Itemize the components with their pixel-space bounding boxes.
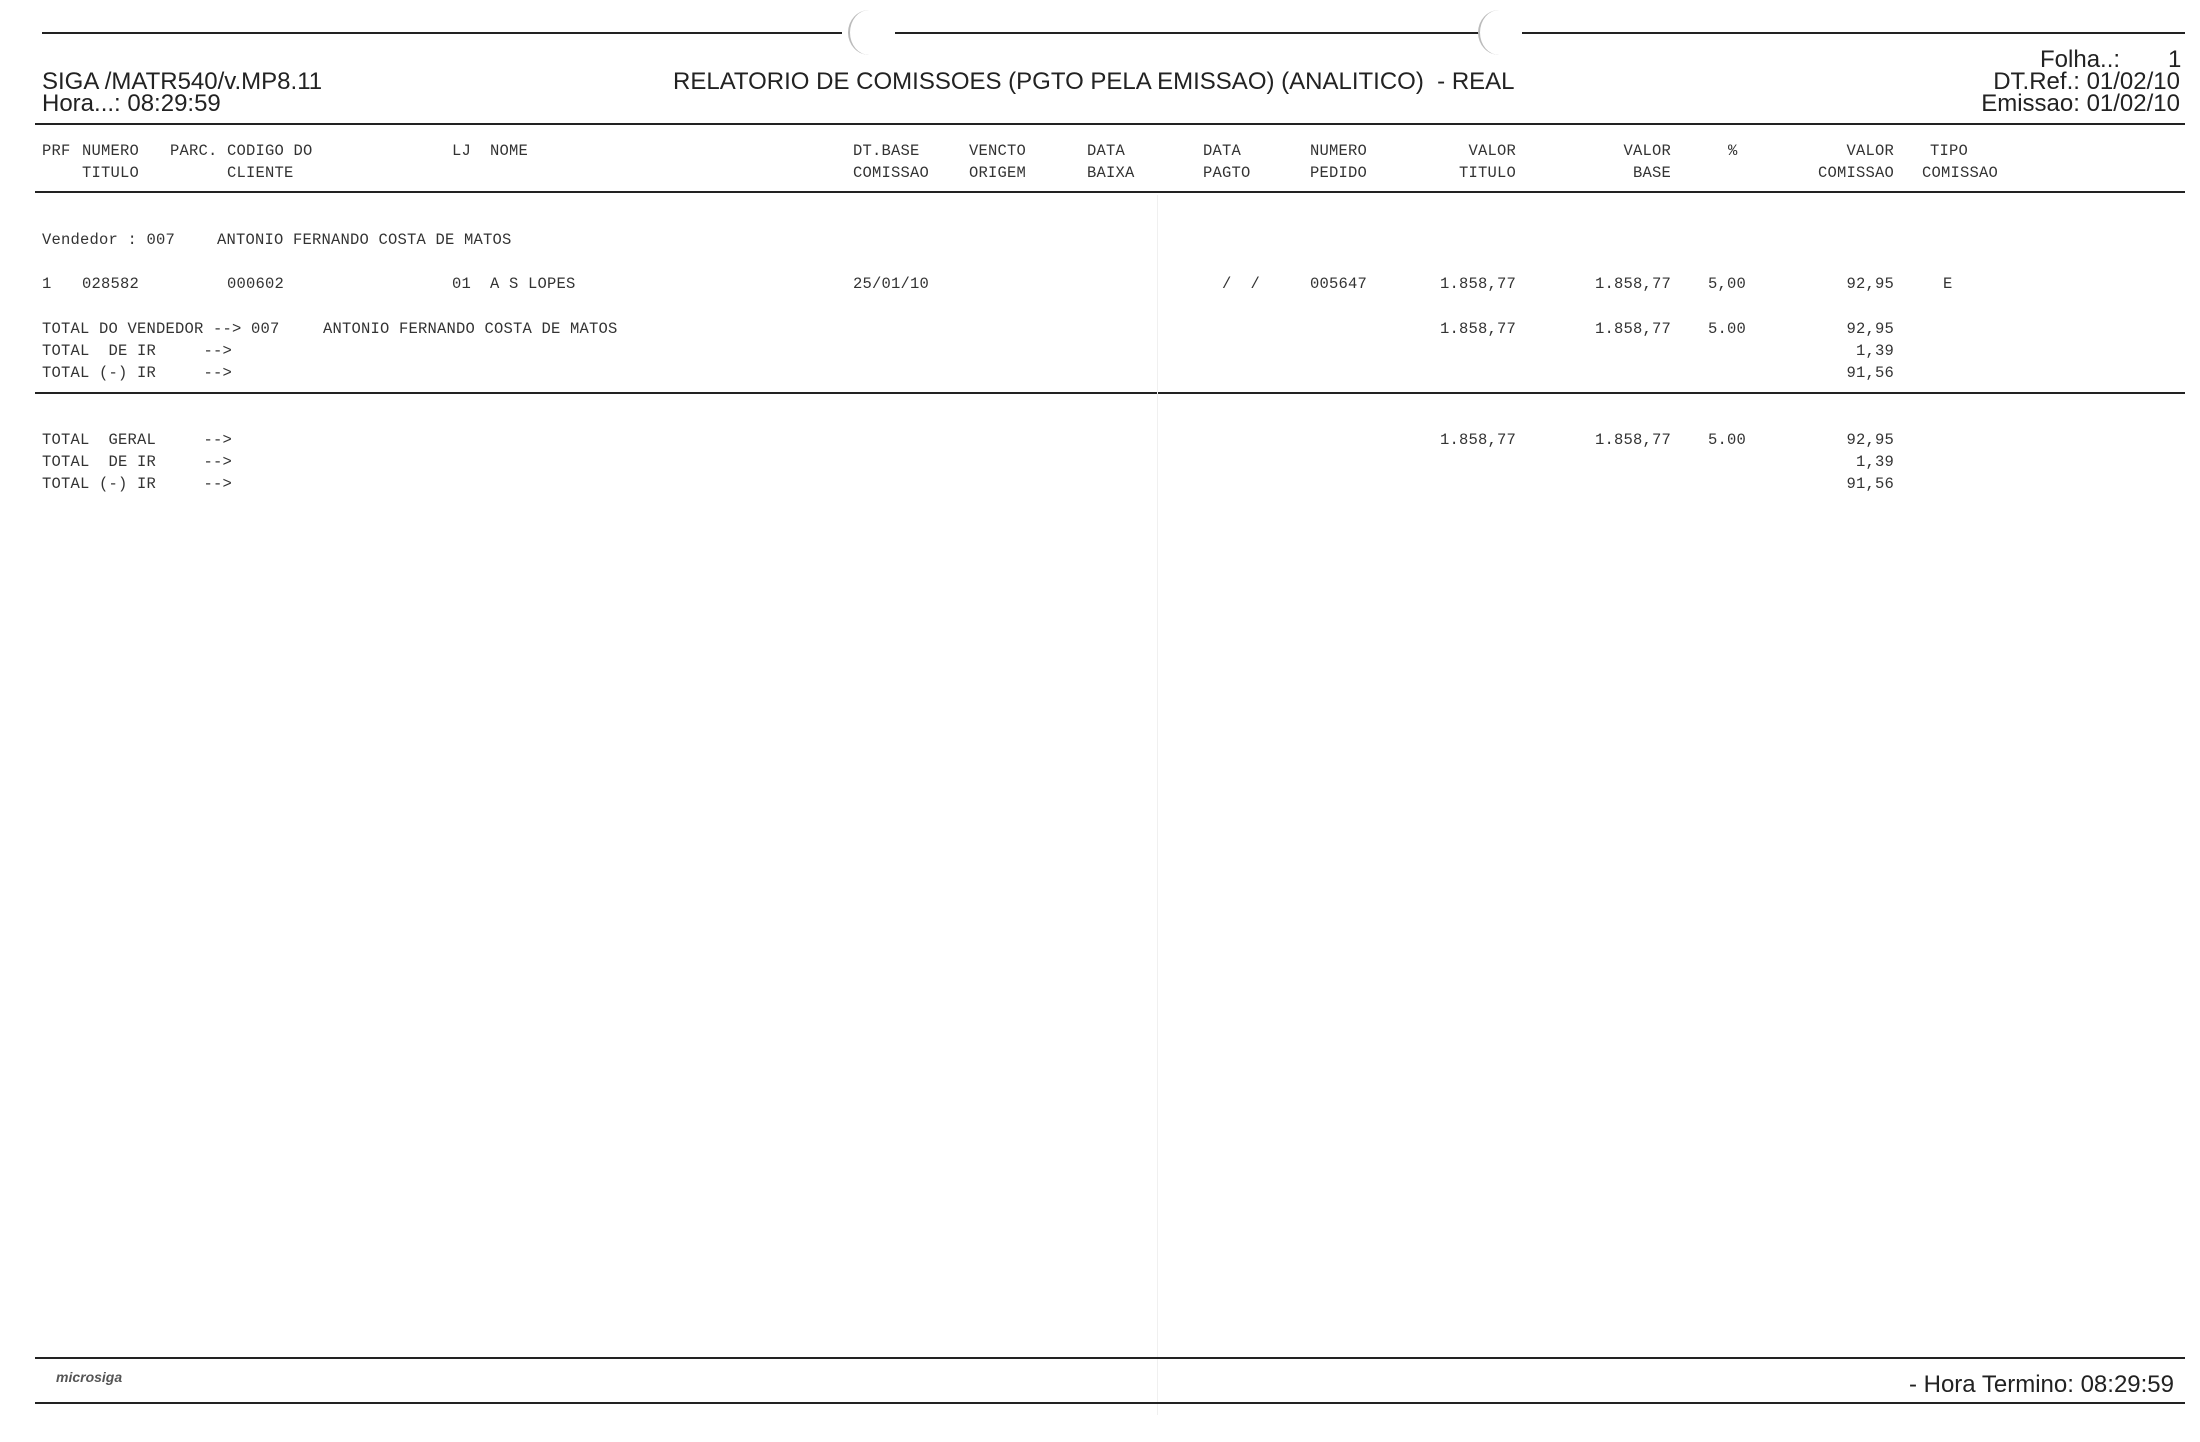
col-nome: NOME <box>490 142 529 160</box>
report-time: Hora...: 08:29:59 <box>42 90 221 117</box>
folha-value: 1 <box>2168 46 2182 73</box>
total-geral-liq-label: TOTAL (-) IR --> <box>42 475 233 493</box>
col-data-pagto: DATA <box>1203 142 1242 160</box>
total-vendedor-valor-titulo: 1.858,77 <box>1439 320 1516 338</box>
vendedor-name: ANTONIO FERNANDO COSTA DE MATOS <box>217 231 512 249</box>
program-id: SIGA /MATR540/v.MP8.11 <box>42 68 323 95</box>
total-vendedor-ir-label: TOTAL DE IR --> <box>42 342 233 360</box>
tear-mark <box>848 10 890 55</box>
col-dtbase: DT.BASE <box>853 142 920 160</box>
row-cliente: 000602 <box>227 275 285 293</box>
header-rule <box>35 123 2185 125</box>
emissao-date: Emissao: 01/02/10 <box>1981 90 2180 117</box>
total-vendedor-liq-label: TOTAL (-) IR --> <box>42 364 233 382</box>
total-geral-valor-titulo: 1.858,77 <box>1439 431 1516 449</box>
vendedor-label: Vendedor : 007 <box>42 231 176 249</box>
row-valor-base: 1.858,77 <box>1594 275 1671 293</box>
tear-mark <box>1478 10 1520 55</box>
col-pct: % <box>1728 142 1738 160</box>
col-vencto-2: ORIGEM <box>969 164 1027 182</box>
total-geral-ir: 1,39 <box>1855 453 1894 471</box>
top-rule-mid <box>895 32 1480 34</box>
total-vendedor-valor-base: 1.858,77 <box>1594 320 1671 338</box>
row-valor-comissao: 92,95 <box>1846 275 1894 293</box>
row-numero: 028582 <box>82 275 140 293</box>
col-valor-comissao-2: COMISSAO <box>1817 164 1894 182</box>
total-vendedor-name: ANTONIO FERNANDO COSTA DE MATOS <box>323 320 618 338</box>
col-parc: PARC. <box>170 142 218 160</box>
total-vendedor-ir: 1,39 <box>1855 342 1894 360</box>
footer-rule-top <box>35 1357 2185 1359</box>
col-vencto: VENCTO <box>969 142 1027 160</box>
row-data-pagto: / / <box>1222 275 1261 293</box>
total-vendedor-comissao: 92,95 <box>1846 320 1894 338</box>
col-titulo: TITULO <box>82 164 140 182</box>
row-dt-base: 25/01/10 <box>853 275 930 293</box>
totals-rule <box>35 392 2185 394</box>
row-pct: 5,00 <box>1708 275 1747 293</box>
total-vendedor-pct: 5.00 <box>1708 320 1747 338</box>
total-geral-label: TOTAL GERAL --> <box>42 431 233 449</box>
col-valor-titulo-2: TITULO <box>1458 164 1516 182</box>
total-geral-comissao: 92,95 <box>1846 431 1894 449</box>
col-tipo-2: COMISSAO <box>1922 164 1999 182</box>
total-geral-liquido: 91,56 <box>1846 475 1894 493</box>
fold-line <box>1157 195 1158 1415</box>
microsiga-logo: microsiga <box>56 1369 123 1385</box>
total-vendedor-liquido: 91,56 <box>1846 364 1894 382</box>
col-valor-base-2: BASE <box>1632 164 1671 182</box>
col-data-baixa: DATA <box>1087 142 1126 160</box>
columns-rule <box>35 191 2185 193</box>
total-geral-ir-label: TOTAL DE IR --> <box>42 453 233 471</box>
col-numero-pedido: NUMERO <box>1310 142 1368 160</box>
total-geral-pct: 5.00 <box>1708 431 1747 449</box>
col-valor-comissao: VALOR <box>1846 142 1894 160</box>
col-numero-pedido-2: PEDIDO <box>1310 164 1368 182</box>
hora-termino: - Hora Termino: 08:29:59 <box>1908 1371 2174 1398</box>
col-cliente: CLIENTE <box>227 164 294 182</box>
top-rule-right <box>1522 32 2185 34</box>
dt-ref: DT.Ref.: 01/02/10 <box>1993 68 2180 95</box>
col-lj: LJ <box>452 142 472 160</box>
total-vendedor-label: TOTAL DO VENDEDOR --> 007 <box>42 320 280 338</box>
row-valor-titulo: 1.858,77 <box>1439 275 1516 293</box>
folha-label: Folha..: <box>2040 46 2121 73</box>
col-tipo: TIPO <box>1930 142 1969 160</box>
row-prf: 1 <box>42 275 52 293</box>
col-valor-titulo: VALOR <box>1468 142 1516 160</box>
col-codigo: CODIGO DO <box>227 142 313 160</box>
total-geral-valor-base: 1.858,77 <box>1594 431 1671 449</box>
col-data-baixa-2: BAIXA <box>1087 164 1135 182</box>
col-valor-base: VALOR <box>1623 142 1671 160</box>
row-pedido: 005647 <box>1310 275 1368 293</box>
col-numero: NUMERO <box>82 142 140 160</box>
row-lj-nome: 01 A S LOPES <box>452 275 576 293</box>
report-title: RELATORIO DE COMISSOES (PGTO PELA EMISSAO) (ANALITICO) - REAL <box>673 68 1515 95</box>
col-prf: PRF <box>42 142 71 160</box>
footer-rule-bottom <box>35 1402 2185 1404</box>
col-data-pagto-2: PAGTO <box>1203 164 1251 182</box>
col-dtbase-2: COMISSAO <box>853 164 930 182</box>
row-tipo: E <box>1943 275 1953 293</box>
top-rule-left <box>42 32 842 34</box>
